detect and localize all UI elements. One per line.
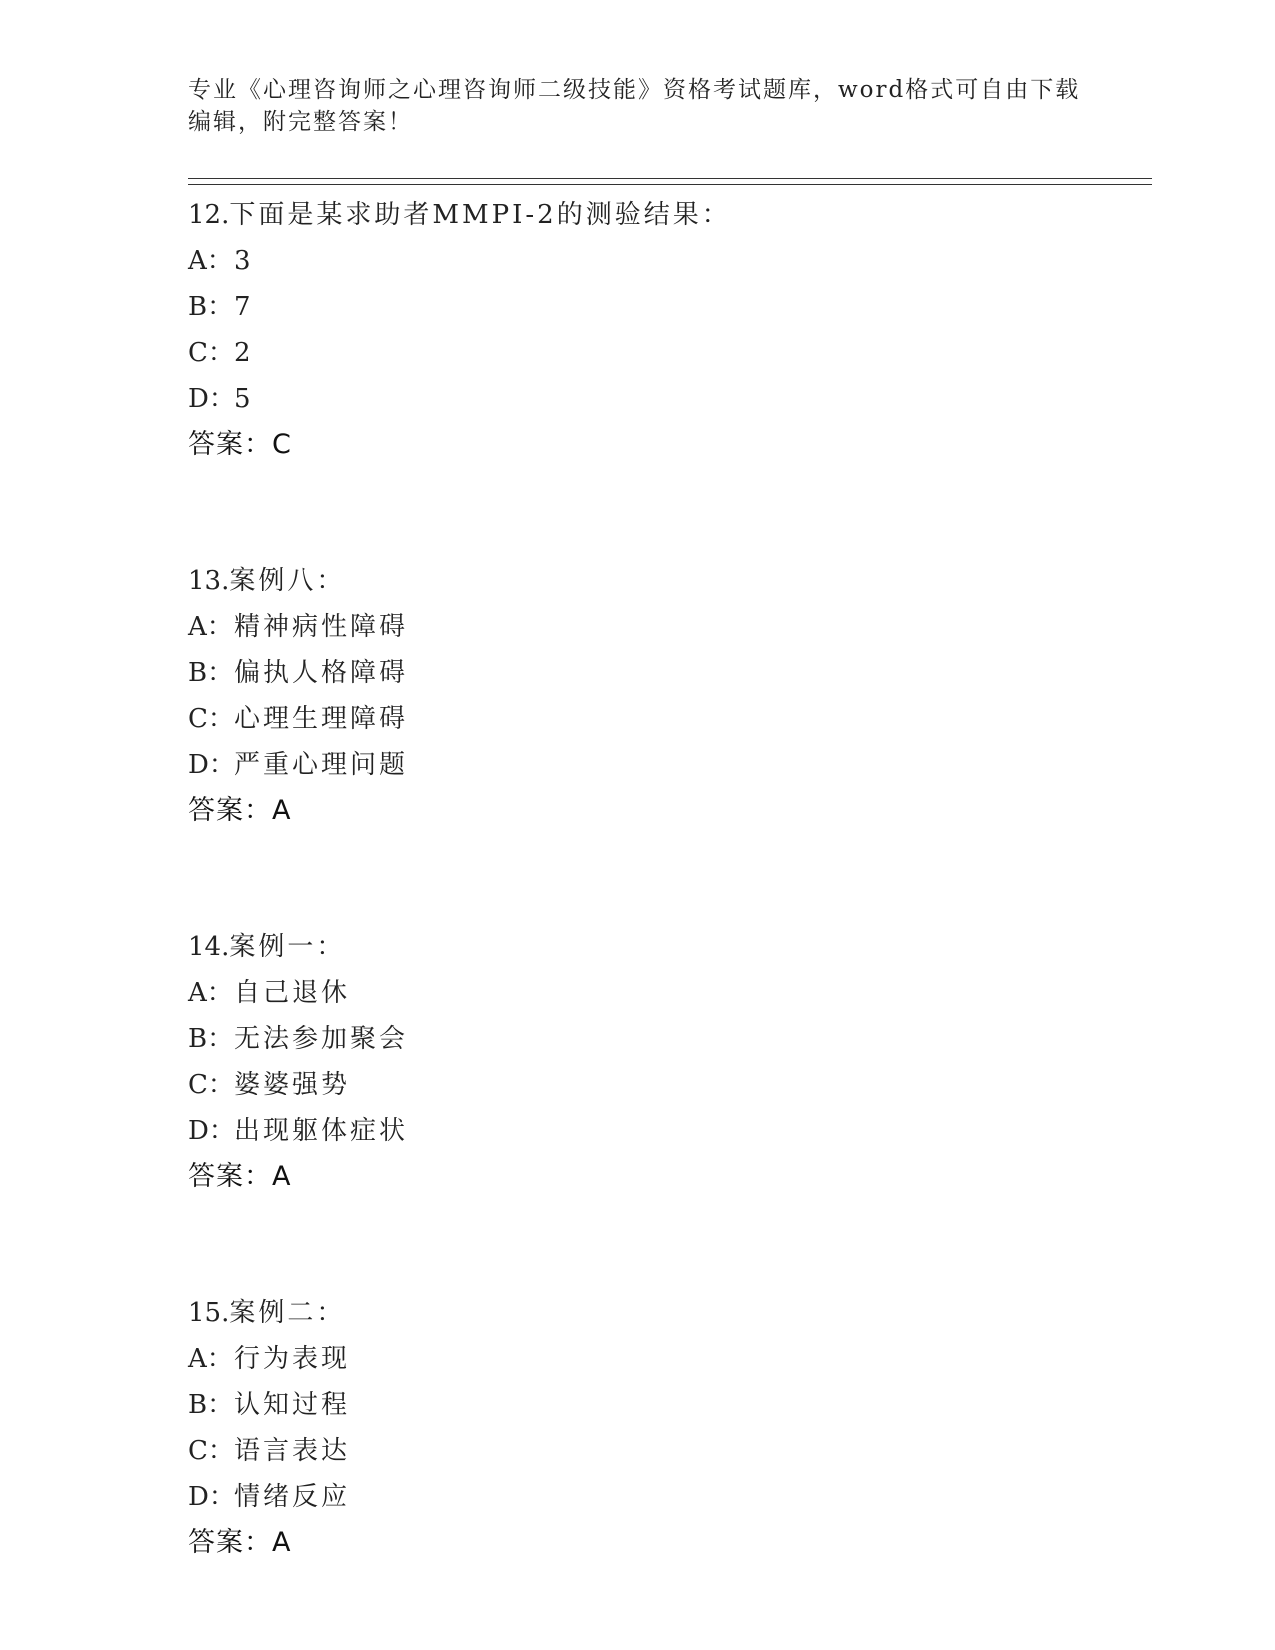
option-key: C： <box>188 338 234 368</box>
question-stem <box>188 1290 1148 1336</box>
option-key: A： <box>188 978 233 1008</box>
question-number: 14. <box>188 932 230 962</box>
answer-line <box>188 1520 1148 1566</box>
answer-label: 答案： <box>188 795 272 826</box>
option-text: 精神病性障碍 <box>234 612 409 642</box>
option-key: D： <box>188 750 235 780</box>
option-b <box>188 284 1148 330</box>
answer-line <box>188 422 1148 468</box>
question-number: 15. <box>188 1298 230 1328</box>
document-header <box>188 74 1088 138</box>
option-key: B： <box>188 1390 234 1420</box>
question-text: 案例二： <box>229 1298 346 1328</box>
option-c <box>188 1062 1148 1108</box>
option-key: C： <box>188 1436 234 1466</box>
option-text: 偏执人格障碍 <box>234 658 409 688</box>
option-d <box>188 1474 1148 1520</box>
option-key: D： <box>188 1482 235 1512</box>
option-text: 7 <box>234 292 254 322</box>
answer-value: A <box>272 1527 291 1558</box>
question-spacer <box>188 834 1148 924</box>
header-rule-bottom <box>188 184 1152 185</box>
option-text: 婆婆强势 <box>234 1070 351 1100</box>
question-stem <box>188 924 1148 970</box>
option-d <box>188 1108 1148 1154</box>
option-b <box>188 650 1148 696</box>
option-text: 5 <box>234 384 254 414</box>
header-rule-top <box>188 178 1152 179</box>
option-key: A： <box>188 1344 233 1374</box>
question-number: 13. <box>188 566 230 596</box>
option-text: 3 <box>234 246 254 276</box>
option-text: 2 <box>234 338 254 368</box>
question-text: 案例八： <box>229 566 346 596</box>
option-text: 出现躯体症状 <box>234 1116 409 1146</box>
question-spacer <box>188 1200 1148 1290</box>
option-a <box>188 604 1148 650</box>
option-text: 无法参加聚会 <box>234 1024 409 1054</box>
option-c <box>188 1428 1148 1474</box>
option-text: 认知过程 <box>234 1390 351 1420</box>
option-a <box>188 1336 1148 1382</box>
question-stem <box>188 558 1148 604</box>
header-line-2: 编辑，附完整答案！ <box>188 109 413 135</box>
answer-value: C <box>272 429 291 460</box>
option-key: C： <box>188 1070 234 1100</box>
option-text: 心理生理障碍 <box>234 704 409 734</box>
option-key: D： <box>188 384 235 414</box>
question-text: 案例一： <box>229 932 346 962</box>
option-b <box>188 1016 1148 1062</box>
option-a <box>188 970 1148 1016</box>
option-a <box>188 238 1148 284</box>
answer-label: 答案： <box>188 1161 272 1192</box>
option-c <box>188 696 1148 742</box>
question-12 <box>188 192 1148 468</box>
answer-label: 答案： <box>188 429 272 460</box>
option-key: C： <box>188 704 234 734</box>
option-text: 自己退休 <box>234 978 351 1008</box>
answer-line <box>188 1154 1148 1200</box>
answer-label: 答案： <box>188 1527 272 1558</box>
question-13 <box>188 558 1148 834</box>
option-d <box>188 742 1148 788</box>
option-text: 情绪反应 <box>234 1482 351 1512</box>
header-line-1: 专业《心理咨询师之心理咨询师二级技能》资格考试题库，word格式可自由下载 <box>188 77 1081 103</box>
option-text: 行为表现 <box>234 1344 351 1374</box>
question-spacer <box>188 468 1148 558</box>
question-15 <box>188 1290 1148 1566</box>
question-text: 下面是某求助者MMPI-2的测验结果： <box>229 200 731 230</box>
question-number: 12. <box>188 200 230 230</box>
question-list <box>188 192 1148 1566</box>
option-b <box>188 1382 1148 1428</box>
option-c <box>188 330 1148 376</box>
answer-value: A <box>272 795 291 826</box>
question-14 <box>188 924 1148 1200</box>
option-key: B： <box>188 1024 234 1054</box>
answer-line <box>188 788 1148 834</box>
option-d <box>188 376 1148 422</box>
option-key: B： <box>188 292 234 322</box>
question-stem <box>188 192 1148 238</box>
option-text: 严重心理问题 <box>234 750 409 780</box>
option-text: 语言表达 <box>234 1436 351 1466</box>
option-key: A： <box>188 612 233 642</box>
answer-value: A <box>272 1161 291 1192</box>
option-key: A： <box>188 246 233 276</box>
option-key: D： <box>188 1116 235 1146</box>
option-key: B： <box>188 658 234 688</box>
